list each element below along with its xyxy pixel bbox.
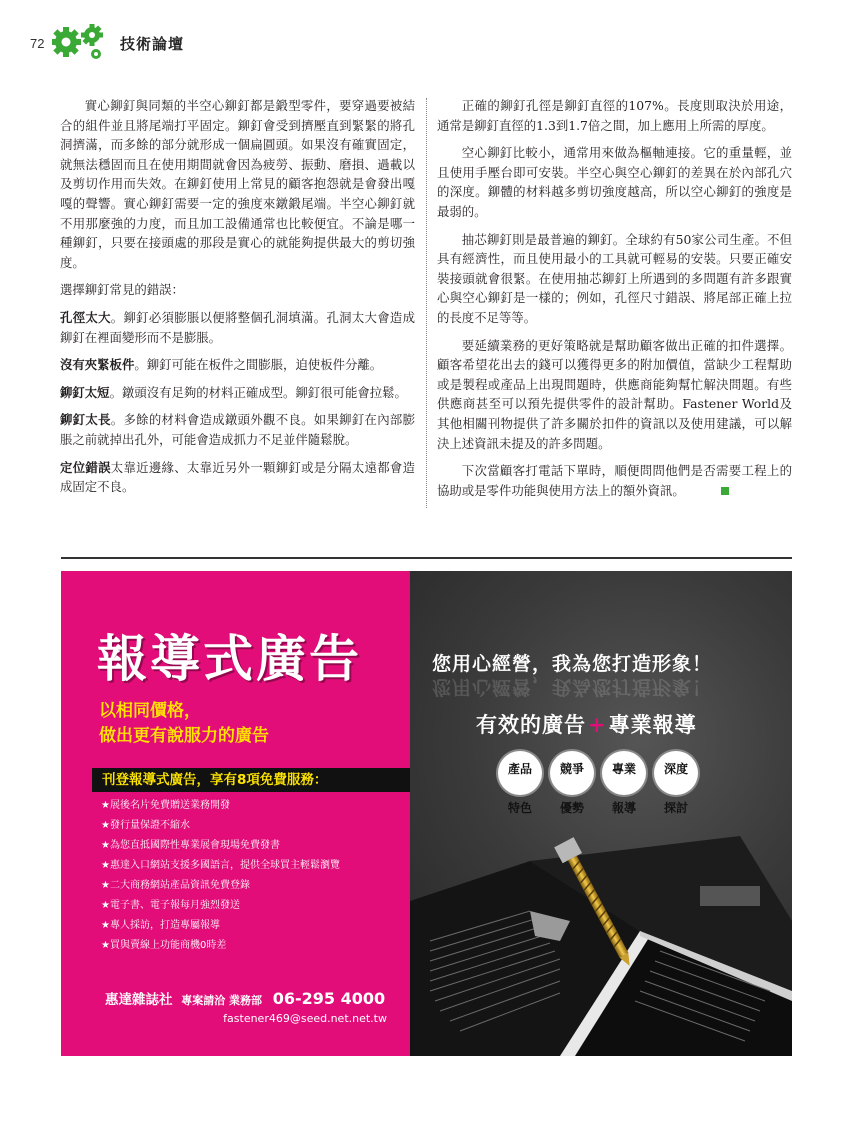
contact-phone: 06-295 4000: [272, 989, 386, 1008]
badge-line: 特色: [507, 801, 532, 815]
badge-line: 產品: [507, 762, 532, 776]
service-item: ★展後名片免費贈送業務開發: [101, 800, 230, 811]
error-item: [60, 383, 415, 403]
error-item: [60, 410, 415, 449]
service-item: ★專人採訪，打造專屬報導: [101, 920, 220, 931]
ad-contact: [105, 988, 395, 1025]
column-divider: [426, 98, 427, 508]
ad-divider-line: [61, 557, 792, 559]
article-left-column: [60, 96, 415, 505]
badge-line: 深度: [663, 762, 688, 776]
article-paragraph: 正確的鉚釘孔徑是鉚釘直徑的107%。長度則取決於用途，通常是鉚釘直徑的1.3到1.7倍之間，加上應用上所需的厚度。: [437, 98, 792, 133]
headline-part: 專業報導: [608, 712, 697, 737]
services-list: [101, 796, 340, 956]
error-text: 太靠近邊緣、太靠近另外一顆鉚釘或是分隔太遠都會造成固定不良。: [60, 459, 416, 495]
open-magazine-with-screw-image: [410, 801, 792, 1056]
ad-subheadline-line: 以相同價格，: [99, 701, 201, 721]
contact-line: [105, 988, 395, 1008]
service-item: ★惠達入口網站支援多國語言，提供全球買主輕鬆瀏覽: [101, 860, 340, 871]
article-paragraph: 空心鉚釘比較小，通常用來做為樞軸連接。它的重量輕，並且使用手壓台即可安裝。半空心與空心鉚釘的差異在於內部孔穴的深度。鉚體的材料越多剪切強度越高，所以空心鉚釘的強度是最弱的。: [437, 145, 792, 219]
ad-subheadline: [99, 699, 269, 749]
badge-in-depth: [654, 751, 698, 815]
service-item: ★買與賣線上功能商機0時差: [101, 940, 227, 951]
article-paragraph: 下次當顧客打電話下單時，順便問問他們是否需要工程上的協助或是零件功能與使用方法上的額外資訊。: [437, 463, 792, 498]
error-term: 沒有夾緊板件: [60, 357, 135, 373]
ad-left-panel: [61, 571, 410, 1056]
section-title: 技術論壇: [120, 35, 185, 53]
services-title: 刊登報導式廣告，享有8項免費服務：: [92, 768, 410, 792]
error-text: 。鐓頭沒有足夠的材料正確成型。鉚釘很可能會拉鬆。: [109, 384, 407, 400]
service-item: ★發行量保證不縮水: [101, 820, 190, 831]
contact-email: fastener469@seed.net.net.tw: [223, 1012, 387, 1025]
headline-part: 有效的廣告: [476, 712, 586, 737]
error-term: 孔徑太大: [60, 309, 111, 325]
error-term: 定位錯誤: [60, 459, 111, 475]
badge-line: 競爭: [559, 762, 584, 776]
article-paragraph: 抽芯鉚釘則是最普遍的鉚釘。全球約有50家公司生產。不但具有經濟性，而且使用最小的工具就可輕易的安裝。只要正確安裝接頭就會很緊。在使用抽芯鉚釘上所遇到的多問題有許多跟實心與空心鉚釘是一樣的；例如，孔徑尺寸錯誤、將尾部正確上拉的長度不足等等。: [437, 231, 792, 325]
error-item: [60, 355, 415, 375]
company-name: 惠達雜誌社: [105, 992, 173, 1008]
page-number: 72: [30, 36, 45, 51]
badge-professional-report: [602, 751, 646, 815]
error-term: 鉚釘太長: [60, 412, 111, 428]
error-item: [60, 458, 415, 497]
error-text: 。鉚釘可能在板件之間膨脹，迫使板件分離。: [134, 357, 383, 373]
badge-line: 優勢: [559, 801, 584, 815]
errors-lead: 選擇鉚釘常見的錯誤：: [60, 282, 184, 298]
article-right-column: [437, 96, 792, 508]
error-item: [60, 308, 415, 347]
badge-line: 報導: [611, 801, 636, 815]
ad-subheadline-line: 做出更有說服力的廣告: [99, 726, 269, 746]
ad-slogan: 您用心經營，我為您打造形象！: [432, 653, 713, 675]
service-item: ★為您直抵國際性專業展會現場免費發書: [101, 840, 280, 851]
badge-line: 專業: [611, 762, 636, 776]
service-item: ★電子書、電子報每月強烈發送: [101, 900, 240, 911]
article-intro: 實心鉚釘與同類的半空心鉚釘都是鍛型零件，要穿過要被結合的組件並且將尾端打平固定。鉚釘會受到擠壓直到緊緊的將孔洞擠滿，而多餘的部分就形成一個扁圓頭。如果沒有確實固定，就無法穩固而且在使用期間就會因為疲勞、振動、磨損、過載以及剪切作用而失效。在鉚釘使用上常見的顧客抱怨就是會發出嘎嘎的聲響。實心鉚釘需要一定的強度來鐓鍛尾端。半空心鉚釘就不用那麼強的力度，而且加工設備通常也比較便宜。不論是哪一種鉚釘，只要在接頭處的那段是實心的就能夠提供最大的剪切強度。: [60, 98, 415, 270]
error-text: 。鉚釘必須膨脹以便將整個孔洞填滿。孔洞太大會造成鉚釘在裡面變形而不是膨脹。: [60, 309, 416, 345]
badge-product-features: [498, 751, 542, 815]
ad-right-headline: [476, 709, 697, 739]
ad-headline: 報導式廣告: [97, 630, 362, 688]
article-paragraph: 要延續業務的更好策略就是幫助顧客做出正確的扣件選擇。顧客希望花出去的錢可以獲得更多的附加價值，當缺少工程幫助或是製程或產品上出現問題時，供應商能夠幫忙解決問題。有些供應商甚至可以預先提供零件的設計幫助。Fastener World及其他相關刊物提供了許多關於扣件的資訊以及使用建議，可以解決上述資訊未提及的許多問題。: [437, 337, 792, 451]
green-gears-icon: [52, 22, 114, 62]
service-item: ★二大商務網站產品資訊免費登錄: [101, 880, 250, 891]
article-last-paragraph: [437, 461, 792, 500]
badge-line: 探討: [663, 801, 688, 815]
ad-slogan-reflection: 您用心經營，我為您打造形象！: [432, 676, 713, 698]
ad-right-panel: [410, 571, 792, 1056]
plus-icon: +: [588, 712, 607, 737]
contact-label: 專案請洽 業務部: [181, 994, 263, 1007]
error-term: 鉚釘太短: [60, 384, 110, 400]
error-text: 。多餘的材料會造成鐓頭外觀不良。如果鉚釘在內部膨脹之前就掉出孔外，可能會造成抓力不足並伴隨鬆脫。: [60, 412, 416, 447]
end-mark-icon: [721, 487, 729, 495]
badge-competitive-advantage: [550, 751, 594, 815]
